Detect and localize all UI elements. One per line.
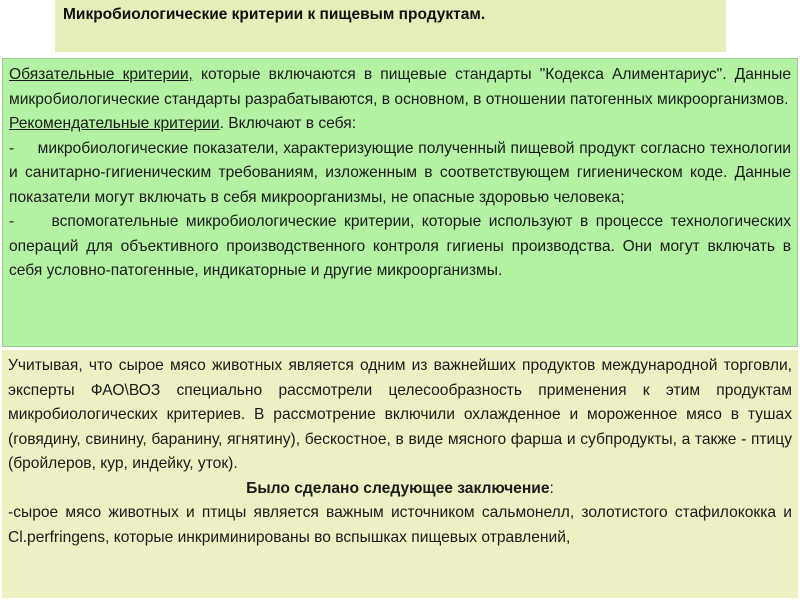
list-item-indicators: - микробиологические показатели, характеризующие полученный пищевой продукт согласно технологии и санитарно-гигиеническим требованиям, изложенным в соответствующем гигиеническом коде. Данные показатели могут включать в себя микроорганизмы, не опасные здоровью человека; — [9, 139, 796, 206]
recommended-criteria-text: . Включают в себя: — [219, 115, 357, 132]
conclusion-heading-colon: : — [549, 479, 554, 497]
conclusion-heading — [8, 477, 792, 502]
title-box — [55, 0, 726, 52]
meat-box — [2, 350, 798, 598]
recommended-criteria-paragraph — [9, 112, 791, 137]
conclusion-heading-bold: Было сделано следующее заключение — [246, 479, 550, 497]
list-item-auxiliary: - вспомогательные микробиологические критерии, которые используют в процессе технологических операций для объективного производственного контроля гигиены производства. Они могут включать в себя условно-патогенные, индикаторные и другие микроорганизмы. — [9, 213, 796, 279]
mandatory-criteria-term: Обязательные критерии, — [9, 66, 193, 83]
criteria-box — [2, 58, 798, 347]
page-title: Микробиологические критерии к пищевым продуктам. — [63, 6, 486, 23]
recommended-criteria-term: Рекомендательные критерии — [9, 115, 220, 132]
conclusion-paragraph: -сырое мясо животных и птицы является важным источником сальмонелл, золотистого стафилококка и Cl.perfringens, которые инкриминированы во вспышках пищевых отравлений, — [8, 504, 792, 546]
meat-paragraph: Учитывая, что сырое мясо животных является одним из важнейших продуктов международной торговли, эксперты ФАО\ВОЗ специально рассмотрели целесообразность применения к этим продуктам микробиологических критериев. В рассмотрение включили охлажденное и мороженное мясо в тушах (говядину, свинину, баранину, ягнятину), бескостное, в виде мясного фарша и субпродукты, а также - птицу (бройлеров, кур, индейку, уток). — [8, 357, 792, 472]
mandatory-criteria-text: которые включаются в пищевые стандарты "Кодекса Алиментариус". Данные микробиологические стандарты разрабатываются, в основном, в отношении патогенных микроорганизмов. — [9, 66, 791, 108]
mandatory-criteria-paragraph — [9, 63, 791, 112]
